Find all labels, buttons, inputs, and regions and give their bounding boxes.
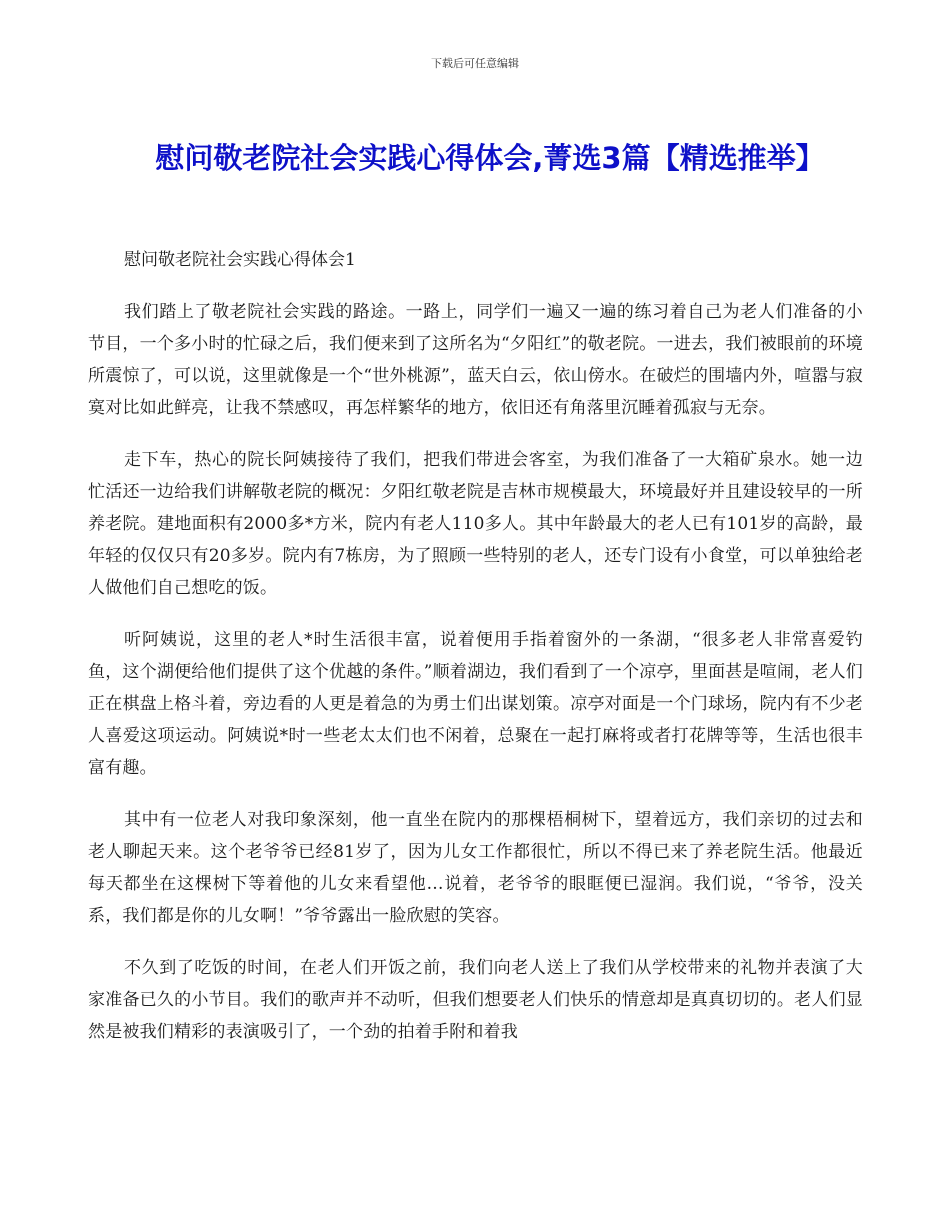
section-heading: 慰问敬老院社会实践心得体会1 [124, 250, 356, 270]
paragraph-2: 走下车，热心的院长阿姨接待了我们，把我们带进会客室，为我们准备了一大箱矿泉水。她一边忙活还一边给我们讲解敬老院的概况：夕阳红敬老院是吉林市规模最大，环境最好并且建设较早的一所养老院。建地面积有2000多*方米，院内有老人110多人。其中年龄最大的老人已有101岁的高龄，最年轻的仅仅只有20多岁。院内有7栋房，为了照顾一些特别的老人，还专门设有小食堂，可以单独给老人做他们自己想吃的饭。 [88, 450, 863, 598]
paragraph-3: 听阿姨说，这里的老人*时生活很丰富，说着便用手指着窗外的一条湖，“很多老人非常喜爱钓鱼，这个湖便给他们提供了这个优越的条件。”顺着湖边，我们看到了一个凉亭，里面甚是喧闹，老人们正在棋盘上格斗着，旁边看的人更是着急的为勇士们出谋划策。凉亭对面是一个门球场，院内有不少老人喜爱这项运动。阿姨说*时一些老太太们也不闲着，总聚在一起打麻将或者打花牌等等，生活也很丰富有趣。 [88, 630, 863, 778]
paragraph-5: 不久到了吃饭的时间，在老人们开饭之前，我们向老人送上了我们从学校带来的礼物并表演了大家准备已久的小节目。我们的歌声并不动听，但我们想要老人们快乐的情意却是真真切切的。老人们显然是被我们精彩的表演吸引了，一个劲的拍着手附和着我 [88, 958, 863, 1042]
paragraph-4: 其中有一位老人对我印象深刻，他一直坐在院内的那棵梧桐树下，望着远方，我们亲切的过去和老人聊起天来。这个老爷爷已经81岁了，因为儿女工作都很忙，所以不得已来了养老院生活。他最近每天都坐在这棵树下等着他的儿女来看望他…说着，老爷爷的眼眶便已湿润。我们说，“爷爷，没关系，我们都是你的儿女啊！”爷爷露出一脸欣慰的笑容。 [88, 810, 863, 926]
header-note: 下载后可任意编辑 [431, 57, 519, 70]
document-body [88, 244, 863, 1068]
paragraph-1: 我们踏上了敬老院社会实践的路途。一路上，同学们一遍又一遍的练习着自己为老人们准备的小节目，一个多小时的忙碌之后，我们便来到了这所名为“夕阳红”的敬老院。一进去，我们被眼前的环境所震惊了，可以说，这里就像是一个“世外桃源”，蓝天白云，依山傍水。在破烂的围墙内外，喧嚣与寂寞对比如此鲜亮，让我不禁感叹，再怎样繁华的地方，依旧还有角落里沉睡着孤寂与无奈。 [88, 302, 863, 418]
document-title: 慰问敬老院社会实践心得体会,菁选3篇【精选推举】 [155, 141, 825, 175]
